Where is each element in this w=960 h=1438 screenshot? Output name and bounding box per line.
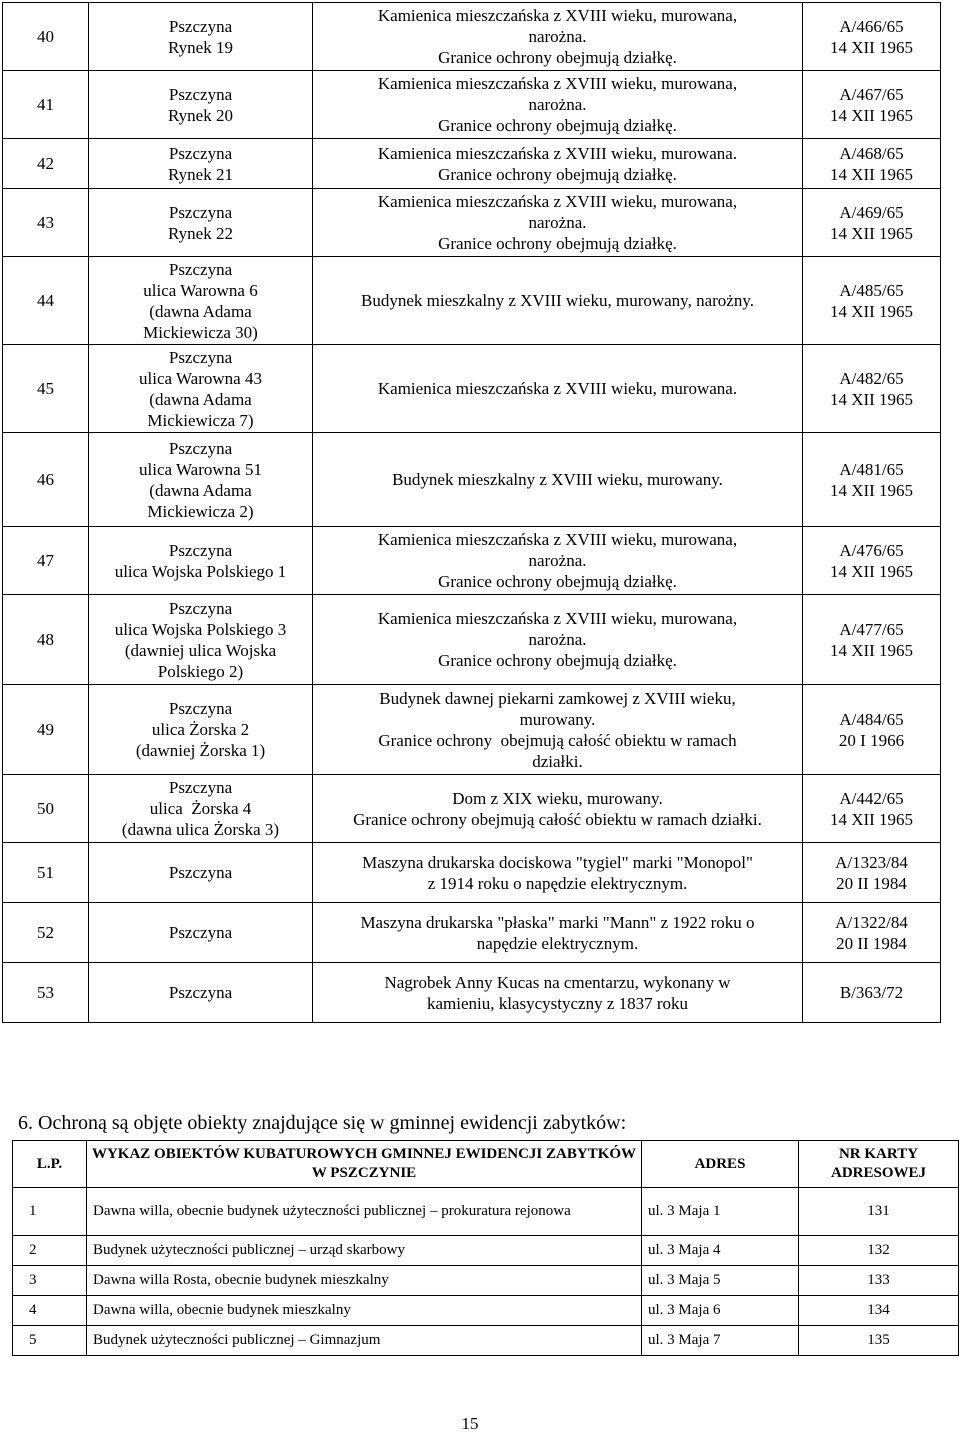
register-row bbox=[3, 189, 941, 257]
register-description-line: Kamienica mieszczańska z XVIII wieku, murowana, bbox=[377, 192, 738, 211]
municipal-row bbox=[13, 1266, 959, 1296]
register-entry-number bbox=[803, 527, 941, 595]
register-row-number: 53 bbox=[3, 963, 89, 1023]
register-address-line: Pszczyna bbox=[168, 699, 233, 718]
register-entry-number-line: 14 XII 1965 bbox=[829, 480, 914, 500]
register-description-line: Kamienica mieszczańska z XVIII wieku, murowana, bbox=[377, 74, 738, 93]
register-entry-number bbox=[803, 903, 941, 963]
register-entry-number-line: 14 XII 1965 bbox=[829, 389, 914, 409]
register-address-line: Pszczyna bbox=[168, 143, 233, 163]
register-entry-number bbox=[803, 843, 941, 903]
register-address-line: Pszczyna bbox=[168, 540, 233, 560]
register-row bbox=[3, 433, 941, 527]
municipal-row-address: ul. 3 Maja 7 bbox=[642, 1326, 799, 1356]
register-address bbox=[89, 595, 313, 685]
register-row bbox=[3, 775, 941, 843]
register-address-line: Pszczyna bbox=[168, 16, 233, 36]
section-6-heading: 6. Ochroną są objęte obiekty znajdujące się w gminnej ewidencji zabytków: bbox=[18, 1112, 627, 1134]
municipal-row bbox=[13, 1326, 959, 1356]
register-address bbox=[89, 71, 313, 139]
municipal-row-lp: 5 bbox=[13, 1326, 87, 1356]
monument-register-body bbox=[3, 3, 941, 1023]
register-entry-number bbox=[803, 139, 941, 189]
register-row bbox=[3, 527, 941, 595]
municipal-table-body bbox=[13, 1188, 959, 1356]
register-entry-number-line: A/442/65 bbox=[839, 788, 904, 808]
register-entry-number-line: 20 II 1984 bbox=[836, 933, 907, 953]
register-row bbox=[3, 139, 941, 189]
register-address-line: Rynek 21 bbox=[168, 164, 233, 184]
register-description-line: Granice ochrony obejmują całość obiektu w ramach działki. bbox=[353, 809, 762, 829]
header-object-list: WYKAZ OBIEKTÓW KUBATUROWYCH GMINNEJ EWIDENCJI ZABYTKÓW W PSZCZYNIE bbox=[87, 1141, 642, 1188]
register-address-line: ulica Warowna 51 bbox=[139, 459, 262, 479]
register-entry-number-line: 14 XII 1965 bbox=[829, 164, 914, 184]
register-row-number: 51 bbox=[3, 843, 89, 903]
register-description-line: Granice ochrony obejmują działkę. bbox=[438, 116, 677, 135]
municipal-row-name: Budynek użyteczności publicznej – Gimnazjum bbox=[87, 1326, 642, 1356]
register-address bbox=[89, 257, 313, 345]
register-address-line: Pszczyna bbox=[168, 598, 233, 618]
register-description-line: Granice ochrony obejmują działkę. bbox=[438, 234, 677, 253]
register-address-line: Rynek 19 bbox=[168, 37, 233, 57]
register-entry-number-line: 14 XII 1965 bbox=[829, 105, 914, 125]
register-address-line: Mickiewicza 2) bbox=[147, 501, 254, 521]
register-address-line: Rynek 22 bbox=[168, 223, 233, 243]
register-description-line: murowany. bbox=[519, 709, 596, 729]
register-row-number: 43 bbox=[3, 189, 89, 257]
register-description bbox=[313, 189, 803, 257]
register-entry-number-line: 14 XII 1965 bbox=[829, 640, 914, 660]
register-address-line: Polskiego 2) bbox=[157, 661, 244, 681]
register-entry-number bbox=[803, 775, 941, 843]
register-entry-number bbox=[803, 3, 941, 71]
register-address-line: (dawna Adama bbox=[149, 389, 252, 409]
register-address-line: Pszczyna bbox=[168, 923, 233, 942]
register-row-number: 46 bbox=[3, 433, 89, 527]
register-description bbox=[313, 595, 803, 685]
register-entry-number-line: A/481/65 bbox=[839, 459, 904, 479]
register-description-line: Granice ochrony obejmują działkę. bbox=[438, 651, 677, 670]
register-address-line: ulica Wojska Polskiego 1 bbox=[114, 561, 287, 581]
municipal-row-lp: 2 bbox=[13, 1236, 87, 1266]
register-entry-number-line: A/484/65 bbox=[839, 709, 904, 729]
municipal-table-header-row bbox=[13, 1141, 959, 1188]
municipal-row-card-number: 131 bbox=[799, 1188, 959, 1236]
register-entry-number-line: 14 XII 1965 bbox=[829, 301, 914, 321]
municipal-row-card-number: 132 bbox=[799, 1236, 959, 1266]
register-entry-number bbox=[803, 189, 941, 257]
municipal-row-card-number: 135 bbox=[799, 1326, 959, 1356]
register-description-line: kamieniu, klasycystyczny z 1837 roku bbox=[426, 993, 689, 1013]
register-description bbox=[313, 903, 803, 963]
register-description-line: Nagrobek Anny Kucas na cmentarzu, wykonany w bbox=[384, 972, 731, 992]
register-address-line: Rynek 20 bbox=[168, 105, 233, 125]
register-address bbox=[89, 903, 313, 963]
register-entry-number-line: 14 XII 1965 bbox=[829, 809, 914, 829]
municipal-row-lp: 3 bbox=[13, 1266, 87, 1296]
municipal-row-address: ul. 3 Maja 6 bbox=[642, 1296, 799, 1326]
register-entry-number-line: 14 XII 1965 bbox=[829, 37, 914, 57]
register-description-line: napędzie elektrycznym. bbox=[476, 933, 639, 953]
register-entry-number-line: A/468/65 bbox=[839, 143, 904, 163]
register-entry-number bbox=[803, 595, 941, 685]
register-row bbox=[3, 595, 941, 685]
register-entry-number-line: 20 I 1966 bbox=[838, 730, 905, 750]
municipal-row-lp: 1 bbox=[13, 1188, 87, 1236]
register-row-number: 45 bbox=[3, 345, 89, 433]
register-description-line: Granice ochrony obejmują działkę. bbox=[438, 164, 677, 184]
register-address-line: Pszczyna bbox=[168, 84, 233, 104]
municipal-row-address: ul. 3 Maja 1 bbox=[642, 1188, 799, 1236]
register-entry-number-line: A/477/65 bbox=[839, 619, 904, 639]
register-entry-number-line: A/469/65 bbox=[839, 202, 904, 222]
register-description-line: narożna. bbox=[528, 95, 587, 114]
register-address-line: Pszczyna bbox=[168, 347, 233, 367]
register-row-number: 50 bbox=[3, 775, 89, 843]
register-address-line: ulica Żorska 2 bbox=[151, 720, 250, 739]
register-address bbox=[89, 189, 313, 257]
register-description-line: narożna. bbox=[528, 630, 587, 649]
register-address-line: Pszczyna bbox=[168, 863, 233, 882]
register-entry-number-line: A/1322/84 bbox=[835, 912, 908, 932]
register-entry-number-line: 20 II 1984 bbox=[836, 873, 907, 893]
register-entry-number-line: 14 XII 1965 bbox=[829, 561, 914, 581]
register-address bbox=[89, 3, 313, 71]
register-row-number: 49 bbox=[3, 685, 89, 775]
register-address-line: Mickiewicza 30) bbox=[143, 322, 258, 342]
register-description bbox=[313, 963, 803, 1023]
register-address-line: Pszczyna bbox=[168, 438, 233, 458]
register-description bbox=[313, 775, 803, 843]
municipal-row bbox=[13, 1188, 959, 1236]
register-address-line: ulica Żorska 4 bbox=[149, 799, 252, 818]
register-entry-number-line: A/1323/84 bbox=[835, 852, 908, 872]
register-address bbox=[89, 843, 313, 903]
register-address bbox=[89, 345, 313, 433]
register-entry-number bbox=[803, 433, 941, 527]
register-address-line: (dawna ulica Żorska 3) bbox=[121, 820, 280, 839]
municipal-row-card-number: 134 bbox=[799, 1296, 959, 1326]
header-lp: L.P. bbox=[13, 1141, 87, 1188]
register-description-line: Budynek mieszkalny z XVIII wieku, murowany, narożny. bbox=[361, 291, 754, 310]
register-row bbox=[3, 963, 941, 1023]
register-row-number: 42 bbox=[3, 139, 89, 189]
register-address-line: Mickiewicza 7) bbox=[147, 410, 254, 430]
register-address-line: Pszczyna bbox=[168, 202, 233, 222]
register-description-line: Kamienica mieszczańska z XVIII wieku, murowana, bbox=[377, 530, 738, 549]
header-card-number: NR KARTY ADRESOWEJ bbox=[799, 1141, 959, 1188]
register-row bbox=[3, 843, 941, 903]
municipal-row bbox=[13, 1236, 959, 1266]
register-address-line: Pszczyna bbox=[168, 778, 233, 797]
register-row bbox=[3, 903, 941, 963]
register-description bbox=[313, 3, 803, 71]
register-row bbox=[3, 71, 941, 139]
register-address bbox=[89, 139, 313, 189]
register-address bbox=[89, 685, 313, 775]
register-address-line: ulica Warowna 6 bbox=[143, 280, 258, 300]
register-entry-number-line: A/467/65 bbox=[839, 84, 904, 104]
monument-register-table bbox=[2, 2, 941, 1023]
register-address-line: Pszczyna bbox=[168, 259, 233, 279]
municipal-row-name: Budynek użyteczności publicznej – urząd skarbowy bbox=[87, 1236, 642, 1266]
register-row-number: 40 bbox=[3, 3, 89, 71]
register-row-number: 48 bbox=[3, 595, 89, 685]
register-row bbox=[3, 257, 941, 345]
register-description bbox=[313, 527, 803, 595]
municipal-row-card-number: 133 bbox=[799, 1266, 959, 1296]
register-description-line: Maszyna drukarska "płaska" marki "Mann" z 1922 roku o bbox=[360, 912, 755, 932]
register-description-line: Maszyna drukarska dociskowa "tygiel" marki "Monopol" bbox=[362, 852, 753, 872]
register-address bbox=[89, 963, 313, 1023]
register-entry-number bbox=[803, 963, 941, 1023]
register-description-line: Budynek dawnej piekarni zamkowej z XVIII wieku, bbox=[379, 688, 736, 708]
register-address bbox=[89, 775, 313, 843]
register-description bbox=[313, 139, 803, 189]
register-row bbox=[3, 685, 941, 775]
municipal-row-address: ul. 3 Maja 4 bbox=[642, 1236, 799, 1266]
municipal-row-name: Dawna willa Rosta, obecnie budynek mieszkalny bbox=[87, 1266, 642, 1296]
register-description-line: narożna. bbox=[528, 213, 587, 232]
register-description bbox=[313, 843, 803, 903]
register-description-line: Granice ochrony obejmują całość obiektu w ramach bbox=[378, 730, 737, 750]
register-entry-number-line: B/363/72 bbox=[839, 983, 904, 1002]
register-description-line: Granice ochrony obejmują działkę. bbox=[438, 48, 677, 67]
register-description-line: działki. bbox=[532, 751, 583, 771]
register-description bbox=[313, 345, 803, 433]
register-entry-number-line: A/476/65 bbox=[839, 540, 904, 560]
municipal-row-name: Dawna willa, obecnie budynek użyteczności publicznej – prokuratura rejonowa bbox=[87, 1188, 642, 1236]
register-description bbox=[313, 433, 803, 527]
municipal-row-address: ul. 3 Maja 5 bbox=[642, 1266, 799, 1296]
register-row-number: 41 bbox=[3, 71, 89, 139]
register-address-line: (dawniej Żorska 1) bbox=[135, 741, 266, 760]
register-description bbox=[313, 257, 803, 345]
municipal-row bbox=[13, 1296, 959, 1326]
register-description-line: Kamienica mieszczańska z XVIII wieku, murowana. bbox=[377, 379, 738, 398]
register-address-line: (dawniej ulica Wojska bbox=[124, 640, 277, 660]
register-description-line: Budynek mieszkalny z XVIII wieku, murowany. bbox=[392, 470, 723, 489]
register-row-number: 47 bbox=[3, 527, 89, 595]
register-description-line: Dom z XIX wieku, murowany. bbox=[452, 788, 663, 808]
register-row-number: 44 bbox=[3, 257, 89, 345]
register-entry-number bbox=[803, 345, 941, 433]
register-description-line: Granice ochrony obejmują działkę. bbox=[438, 572, 677, 591]
register-entry-number-line: 14 XII 1965 bbox=[829, 223, 914, 243]
register-description bbox=[313, 71, 803, 139]
register-row bbox=[3, 345, 941, 433]
register-address bbox=[89, 433, 313, 527]
register-entry-number bbox=[803, 71, 941, 139]
register-row-number: 52 bbox=[3, 903, 89, 963]
register-entry-number-line: A/466/65 bbox=[839, 16, 904, 36]
register-entry-number bbox=[803, 257, 941, 345]
register-address-line: Pszczyna bbox=[168, 983, 233, 1002]
register-entry-number bbox=[803, 685, 941, 775]
register-entry-number-line: A/485/65 bbox=[839, 280, 904, 300]
municipal-row-lp: 4 bbox=[13, 1296, 87, 1326]
register-address-line: ulica Wojska Polskiego 3 bbox=[114, 619, 287, 639]
register-address-line: (dawna Adama bbox=[149, 301, 252, 321]
register-address bbox=[89, 527, 313, 595]
register-description-line: Kamienica mieszczańska z XVIII wieku, murowana, bbox=[377, 6, 738, 25]
register-description-line: narożna. bbox=[528, 27, 587, 46]
register-description-line: z 1914 roku o napędzie elektrycznym. bbox=[427, 873, 688, 893]
register-description-line: Kamienica mieszczańska z XVIII wieku, murowana, bbox=[377, 609, 738, 628]
register-description-line: narożna. bbox=[528, 551, 587, 570]
municipal-row-name: Dawna willa, obecnie budynek mieszkalny bbox=[87, 1296, 642, 1326]
register-description-line: Kamienica mieszczańska z XVIII wieku, murowana. bbox=[377, 143, 738, 163]
register-description bbox=[313, 685, 803, 775]
register-entry-number-line: A/482/65 bbox=[839, 368, 904, 388]
register-row bbox=[3, 3, 941, 71]
header-address: ADRES bbox=[642, 1141, 799, 1188]
page-number: 15 bbox=[461, 1414, 479, 1433]
register-address-line: (dawna Adama bbox=[149, 480, 252, 500]
municipal-monument-table bbox=[12, 1140, 959, 1356]
register-address-line: ulica Warowna 43 bbox=[139, 368, 262, 388]
